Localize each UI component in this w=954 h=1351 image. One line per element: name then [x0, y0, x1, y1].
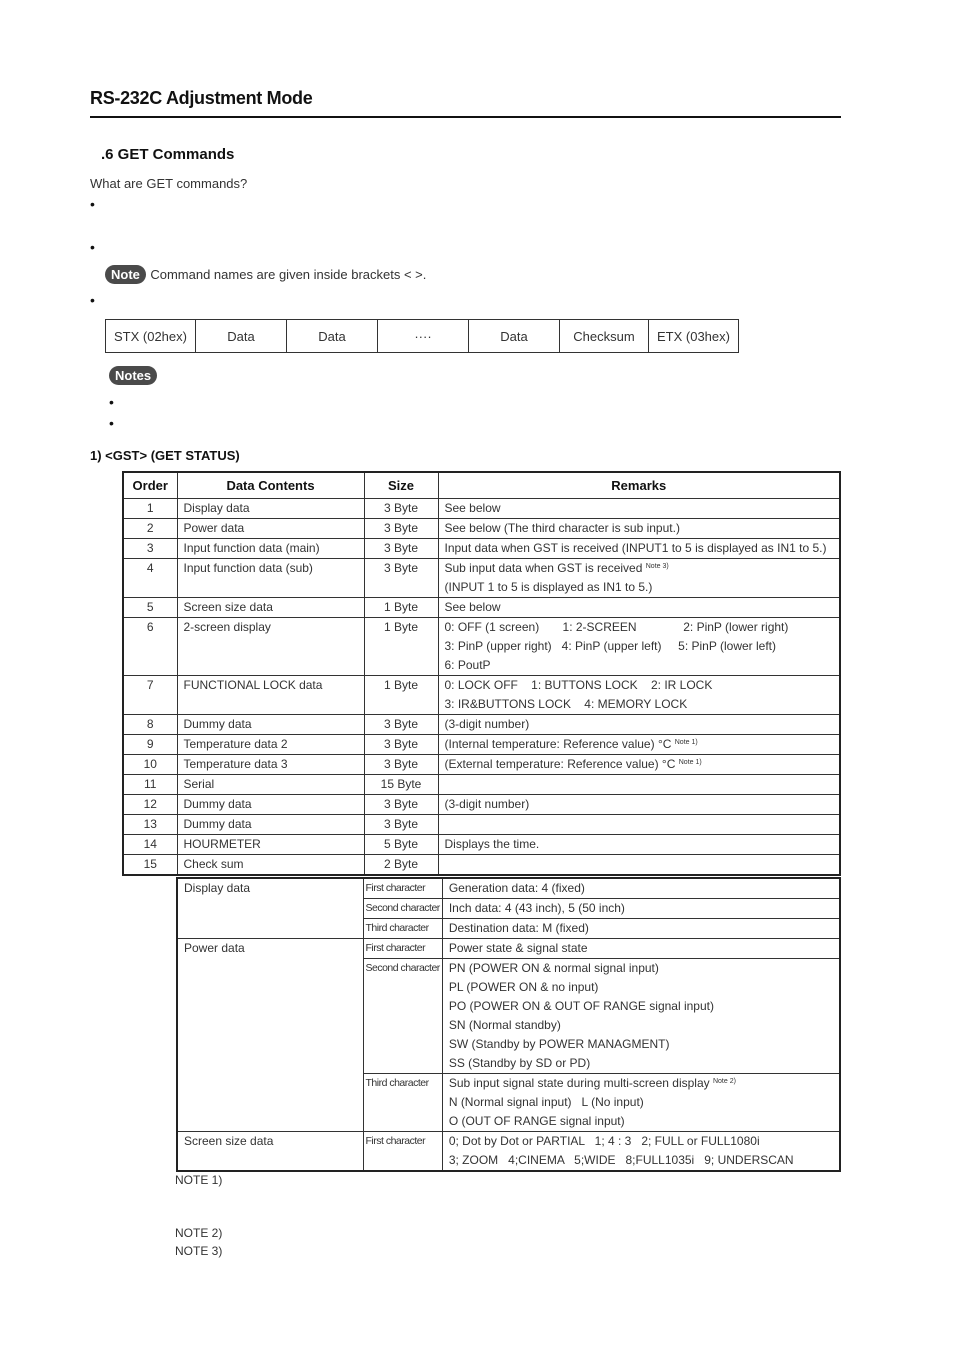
detail-line [449, 1112, 833, 1131]
note-ref: Note 3) [645, 563, 669, 570]
remarks-cell [438, 795, 840, 815]
detail-name: Screen size data [177, 1132, 363, 1172]
footnote: NOTE 1) [175, 1173, 223, 1187]
remarks-text: 0: OFF (1 screen) 1: 2-SCREEN 2: PinP (lower right) [444, 620, 789, 634]
size-cell: 3 Byte [364, 715, 438, 735]
remarks-line [445, 695, 834, 714]
header-contents: Data Contents [177, 472, 364, 499]
remarks-line [445, 656, 834, 675]
header-size: Size [364, 472, 438, 499]
note-ref: Note 1) [678, 759, 702, 766]
contents-cell: Input function data (sub) [177, 559, 364, 598]
remarks-cell [438, 539, 840, 559]
remarks-cell [438, 715, 840, 735]
detail-text: Destination data: M (fixed) [448, 921, 589, 935]
remarks-cell [438, 775, 840, 795]
note-label: Note [105, 265, 146, 284]
detail-values [442, 1074, 840, 1132]
size-cell: 3 Byte [364, 539, 438, 559]
order-cell: 1 [123, 499, 177, 519]
character-label: First character [363, 878, 442, 899]
table-row [123, 735, 840, 755]
header-remarks: Remarks [438, 472, 840, 499]
frame-cell: STX (02hex) [106, 320, 196, 353]
frame-cell: ETX (03hex) [649, 320, 739, 353]
detail-name: Power data [177, 939, 363, 1132]
remarks-cell [438, 499, 840, 519]
order-cell: 4 [123, 559, 177, 598]
contents-cell: Dummy data [177, 815, 364, 835]
remarks-line [445, 519, 834, 538]
frame-cell: ···· [378, 320, 469, 353]
contents-cell: Check sum [177, 855, 364, 876]
remarks-text: See below [444, 600, 501, 614]
detail-values [442, 899, 840, 919]
detail-text: Sub input signal state during multi-screen display [448, 1076, 710, 1090]
header-rule [90, 116, 841, 118]
remarks-text: Input data when GST is received (INPUT1 to 5 is displayed as IN1 to 5.) [444, 541, 827, 555]
size-cell: 3 Byte [364, 499, 438, 519]
detail-row [177, 878, 840, 899]
bullet: • [109, 394, 114, 410]
gst-title: 1) <GST> (GET STATUS) [90, 448, 240, 463]
note-text: Command names are given inside brackets < >. [150, 267, 427, 282]
detail-values [442, 1132, 840, 1172]
contents-cell: Display data [177, 499, 364, 519]
order-cell: 11 [123, 775, 177, 795]
remarks-line [445, 676, 834, 695]
command-frame-table [105, 319, 739, 353]
remarks-line [445, 499, 834, 518]
gst-table [122, 471, 841, 876]
contents-cell: Power data [177, 519, 364, 539]
table-row [123, 598, 840, 618]
table-row [123, 775, 840, 795]
bullet: • [90, 292, 95, 308]
contents-cell: Screen size data [177, 598, 364, 618]
remarks-cell [438, 676, 840, 715]
size-cell: 3 Byte [364, 755, 438, 775]
order-cell: 5 [123, 598, 177, 618]
remarks-text: (Internal temperature: Reference value) °C [444, 737, 672, 751]
remarks-text: 3: PinP (upper right) 4: PinP (upper left) 5: PinP (lower left) [444, 639, 776, 653]
remarks-cell [438, 815, 840, 835]
detail-row [177, 1132, 840, 1172]
character-label: Third character [363, 1074, 442, 1132]
remarks-text: (3-digit number) [444, 797, 530, 811]
detail-line [449, 1074, 833, 1093]
remarks-text: 0: LOCK OFF 1: BUTTONS LOCK 2: IR LOCK [444, 678, 713, 692]
table-row [123, 539, 840, 559]
remarks-cell [438, 755, 840, 775]
detail-line [449, 879, 833, 898]
table-row [123, 795, 840, 815]
order-cell: 14 [123, 835, 177, 855]
table-row [123, 676, 840, 715]
frame-cell: Checksum [560, 320, 649, 353]
frame-cell: Data [287, 320, 378, 353]
character-label: Second character [363, 899, 442, 919]
detail-line [449, 1151, 833, 1170]
detail-values [442, 878, 840, 899]
detail-line [449, 978, 833, 997]
detail-line [449, 1093, 833, 1112]
remarks-line [445, 795, 834, 814]
remarks-text: See below [444, 501, 501, 515]
remarks-line [445, 815, 834, 834]
detail-line [449, 1054, 833, 1073]
order-cell: 2 [123, 519, 177, 539]
note-line [105, 265, 426, 284]
remarks-text: Displays the time. [444, 837, 540, 851]
size-cell: 3 Byte [364, 519, 438, 539]
order-cell: 9 [123, 735, 177, 755]
detail-text: Inch data: 4 (43 inch), 5 (50 inch) [448, 901, 625, 915]
contents-cell: Dummy data [177, 795, 364, 815]
remarks-line [445, 559, 834, 578]
contents-cell: Temperature data 3 [177, 755, 364, 775]
order-cell: 15 [123, 855, 177, 876]
remarks-cell [438, 559, 840, 598]
table-row [123, 499, 840, 519]
detail-table [176, 877, 841, 1172]
detail-text: 3; ZOOM 4;CINEMA 5;WIDE 8;FULL1035i 9; UNDERSCAN [448, 1153, 794, 1167]
size-cell: 3 Byte [364, 815, 438, 835]
detail-text: PO (POWER ON & OUT OF RANGE signal input) [448, 999, 714, 1013]
size-cell: 5 Byte [364, 835, 438, 855]
remarks-line [445, 755, 834, 774]
detail-line [449, 899, 833, 918]
contents-cell: Serial [177, 775, 364, 795]
remarks-cell [438, 598, 840, 618]
detail-line [449, 919, 833, 938]
detail-text: SN (Normal standby) [448, 1018, 561, 1032]
footnote: NOTE 3) [175, 1244, 223, 1258]
table-header-row [123, 472, 840, 499]
remarks-line [445, 735, 834, 754]
detail-line [449, 1016, 833, 1035]
size-cell: 1 Byte [364, 598, 438, 618]
remarks-text: Sub input data when GST is received [444, 561, 643, 575]
detail-values [442, 939, 840, 959]
frame-cell: Data [196, 320, 287, 353]
character-label: Third character [363, 919, 442, 939]
table-row [123, 715, 840, 735]
contents-cell: Input function data (main) [177, 539, 364, 559]
detail-line [449, 1035, 833, 1054]
remarks-cell [438, 855, 840, 876]
detail-text: Power state & signal state [448, 941, 588, 955]
order-cell: 6 [123, 618, 177, 676]
contents-cell: HOURMETER [177, 835, 364, 855]
remarks-text: 6: PoutP [444, 658, 491, 672]
table-row [123, 855, 840, 876]
header-order: Order [123, 472, 177, 499]
contents-cell: FUNCTIONAL LOCK data [177, 676, 364, 715]
remarks-cell [438, 618, 840, 676]
size-cell: 3 Byte [364, 795, 438, 815]
detail-line [449, 1132, 833, 1151]
size-cell: 2 Byte [364, 855, 438, 876]
order-cell: 12 [123, 795, 177, 815]
remarks-line [445, 637, 834, 656]
remarks-text: See below (The third character is sub input.) [444, 521, 680, 535]
remarks-text: (3-digit number) [444, 717, 530, 731]
size-cell: 1 Byte [364, 618, 438, 676]
contents-cell: 2-screen display [177, 618, 364, 676]
remarks-cell [438, 835, 840, 855]
footnote: NOTE 2) [175, 1226, 223, 1240]
order-cell: 3 [123, 539, 177, 559]
detail-text: O (OUT OF RANGE signal input) [448, 1114, 625, 1128]
table-row [123, 835, 840, 855]
character-label: Second character [363, 959, 442, 1074]
detail-text: 0; Dot by Dot or PARTIAL 1; 4 : 3 2; FULL or FULL1080i [448, 1134, 760, 1148]
size-cell: 3 Byte [364, 559, 438, 598]
remarks-line [445, 855, 834, 874]
detail-line [449, 997, 833, 1016]
detail-text: Generation data: 4 (fixed) [448, 881, 585, 895]
table-row [123, 618, 840, 676]
note-ref: Note 2) [712, 1078, 736, 1085]
contents-cell: Dummy data [177, 715, 364, 735]
size-cell: 15 Byte [364, 775, 438, 795]
character-label: First character [363, 939, 442, 959]
remarks-text: (INPUT 1 to 5 is displayed as IN1 to 5.) [444, 580, 653, 594]
remarks-cell [438, 735, 840, 755]
remarks-line [445, 598, 834, 617]
detail-row [177, 939, 840, 959]
remarks-line [445, 539, 834, 558]
contents-cell: Temperature data 2 [177, 735, 364, 755]
detail-values [442, 919, 840, 939]
character-label: First character [363, 1132, 442, 1172]
table-row [123, 755, 840, 775]
page-header-title: RS-232C Adjustment Mode [90, 88, 313, 108]
detail-text: PN (POWER ON & normal signal input) [448, 961, 659, 975]
remarks-line [445, 618, 834, 637]
order-cell: 8 [123, 715, 177, 735]
notes-label: Notes [109, 366, 157, 385]
table-row [123, 519, 840, 539]
remarks-text: 3: IR&BUTTONS LOCK 4: MEMORY LOCK [444, 697, 688, 711]
intro-text: What are GET commands? [90, 176, 248, 191]
detail-name: Display data [177, 878, 363, 939]
remarks-cell [438, 519, 840, 539]
table-row [123, 559, 840, 598]
section-title: .6 GET Commands [101, 146, 235, 163]
detail-values [442, 959, 840, 1074]
note-ref: Note 1) [674, 739, 698, 746]
remarks-line [445, 715, 834, 734]
table-row [123, 815, 840, 835]
order-cell: 10 [123, 755, 177, 775]
detail-text: SS (Standby by SD or PD) [448, 1056, 591, 1070]
frame-cell: Data [469, 320, 560, 353]
remarks-line [445, 775, 834, 794]
detail-text: N (Normal signal input) L (No input) [448, 1095, 644, 1109]
detail-text: PL (POWER ON & no input) [448, 980, 599, 994]
detail-line [449, 959, 833, 978]
notes-heading [109, 366, 157, 385]
remarks-line [445, 578, 834, 597]
detail-text: SW (Standby by POWER MANAGMENT) [448, 1037, 670, 1051]
bullet: • [90, 196, 95, 212]
detail-line [449, 939, 833, 958]
size-cell: 1 Byte [364, 676, 438, 715]
bullet: • [90, 239, 95, 255]
order-cell: 7 [123, 676, 177, 715]
bullet: • [109, 415, 114, 431]
remarks-line [445, 835, 834, 854]
order-cell: 13 [123, 815, 177, 835]
size-cell: 3 Byte [364, 735, 438, 755]
remarks-text: (External temperature: Reference value) °C [444, 757, 676, 771]
